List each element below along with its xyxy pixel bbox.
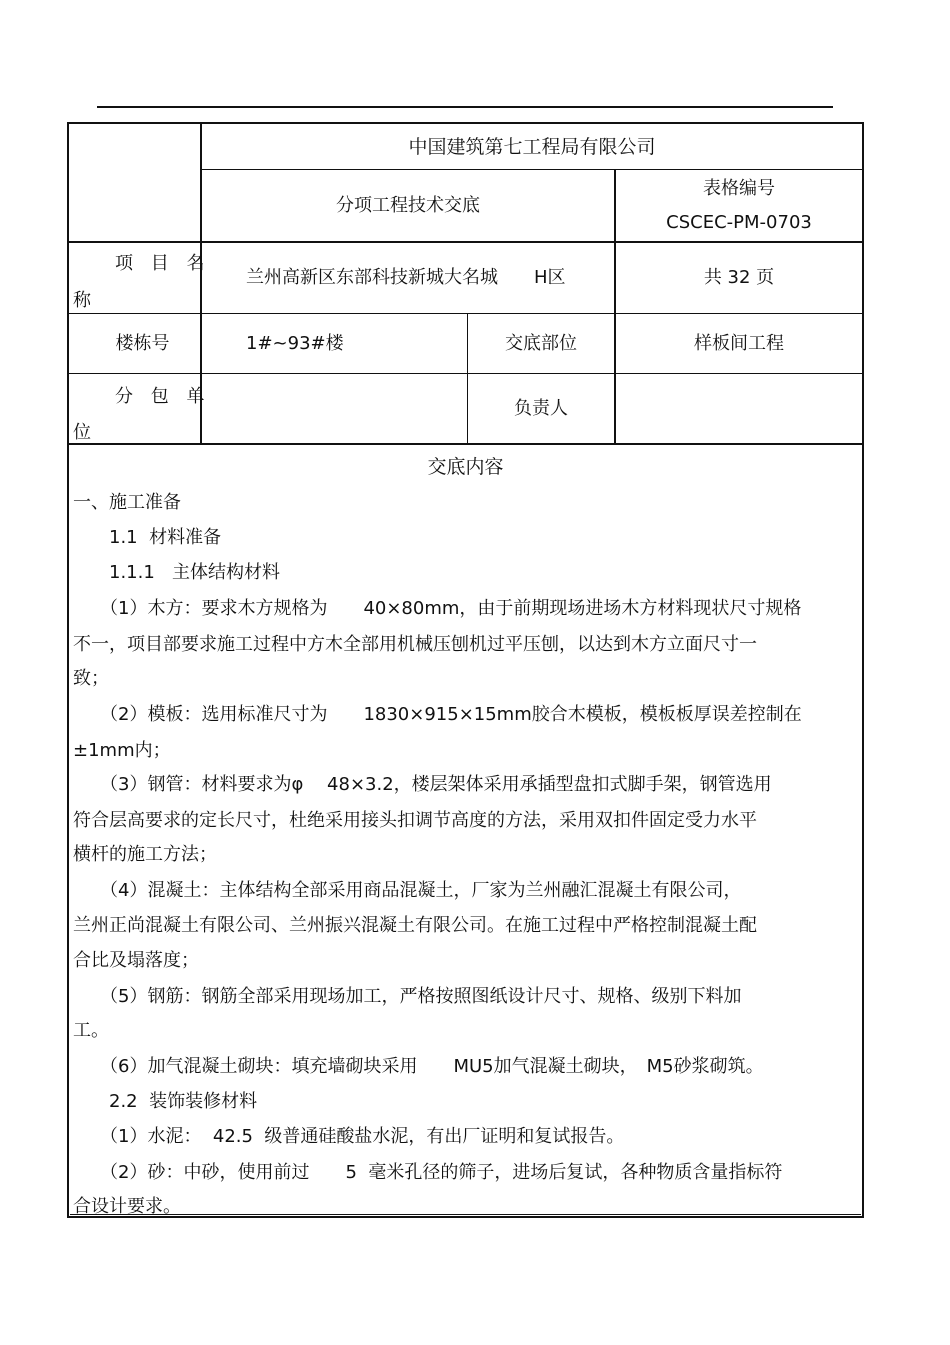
content-line: （4）混凝土：主体结构全部采用商品混凝土，厂家为兰州融汇混凝土有限公司， (73, 880, 742, 901)
content-line: 一、施工准备 (73, 492, 181, 513)
content-line: 致； (73, 668, 109, 689)
content-title: 交底内容 (427, 456, 504, 478)
content-line: 合设计要求。 (73, 1196, 181, 1217)
content-line: （2）模板：选用标准尺寸为 1830×915×15mm胶合木模板，模板板厚误差控制在 (73, 704, 802, 725)
content-line: ±1mm内； (73, 740, 171, 761)
content-line: （3）钢管：材料要求为φ 48×3.2，楼层架体采用承插型盘扣式脚手架，钢管选用 (73, 774, 772, 795)
content-line: （1）木方：要求木方规格为 40×80mm，由于前期现场进场木方材料现状尺寸规格 (73, 598, 802, 619)
project-label: 项 目 名 (115, 253, 211, 274)
technical-disclosure-form (67, 122, 864, 1218)
subcontractor-value (202, 374, 467, 443)
content-line: 合比及塌落度； (73, 950, 199, 971)
owner-label: 负责人 (514, 397, 568, 419)
content-line: 符合层高要求的定长尺寸，杜绝采用接头扣调节高度的方法，采用双扣件固定受力水平 (73, 810, 757, 831)
subcontractor-label-tail: 位 (73, 422, 91, 443)
top-rule (97, 106, 833, 108)
content-line: （5）钢筋：钢筋全部采用现场加工，严格按照图纸设计尺寸、规格、级别下料加 (73, 986, 742, 1007)
content-line: 兰州正尚混凝土有限公司、兰州振兴混凝土有限公司。在施工过程中严格控制混凝土配 (73, 915, 757, 936)
content-line: （1）水泥： 42.5 级普通硅酸盐水泥，有出厂证明和复试报告。 (73, 1126, 625, 1147)
disclosure-part-value: 样板间工程 (694, 332, 784, 354)
page-count: 共 32 页 (703, 266, 775, 288)
building-label: 楼栋号 (115, 332, 170, 354)
content-line: （2）砂：中砂，使用前过 5 毫米孔径的筛子，进场后复试，各种物质含量指标符 (73, 1162, 783, 1183)
building-value: 1#~93#楼 (246, 332, 344, 354)
project-label-tail: 称 (73, 290, 91, 311)
subcontractor-label: 分 包 单 (115, 386, 211, 407)
form-title: 分项工程技术交底 (336, 194, 480, 216)
company-name: 中国建筑第七工程局有限公司 (408, 135, 656, 158)
content-line: 2.2 装饰装修材料 (73, 1091, 258, 1112)
disclosure-part-label: 交底部位 (505, 332, 577, 354)
content-line: 不一，项目部要求施工过程中方木全部用机械压刨机过平压刨，以达到木方立面尺寸一 (73, 634, 757, 655)
content-line: 1.1.1 主体结构材料 (73, 562, 280, 583)
content-line: 工。 (73, 1020, 109, 1041)
owner-value (616, 374, 862, 443)
project-name: 兰州高新区东部科技新城大名城 H区 (246, 266, 566, 288)
content-line: （6）加气混凝土砌块：填充墙砌块采用 MU5加气混凝土砌块， M5砂浆砌筑。 (73, 1056, 764, 1077)
content-line: 横杆的施工方法； (73, 844, 217, 865)
form-code-label: 表格编号 (703, 178, 775, 199)
content-line: 1.1 材料准备 (73, 527, 222, 548)
rule-under-subcontract (69, 443, 862, 445)
form-code: CSCEC-PM-0703 (666, 212, 812, 233)
